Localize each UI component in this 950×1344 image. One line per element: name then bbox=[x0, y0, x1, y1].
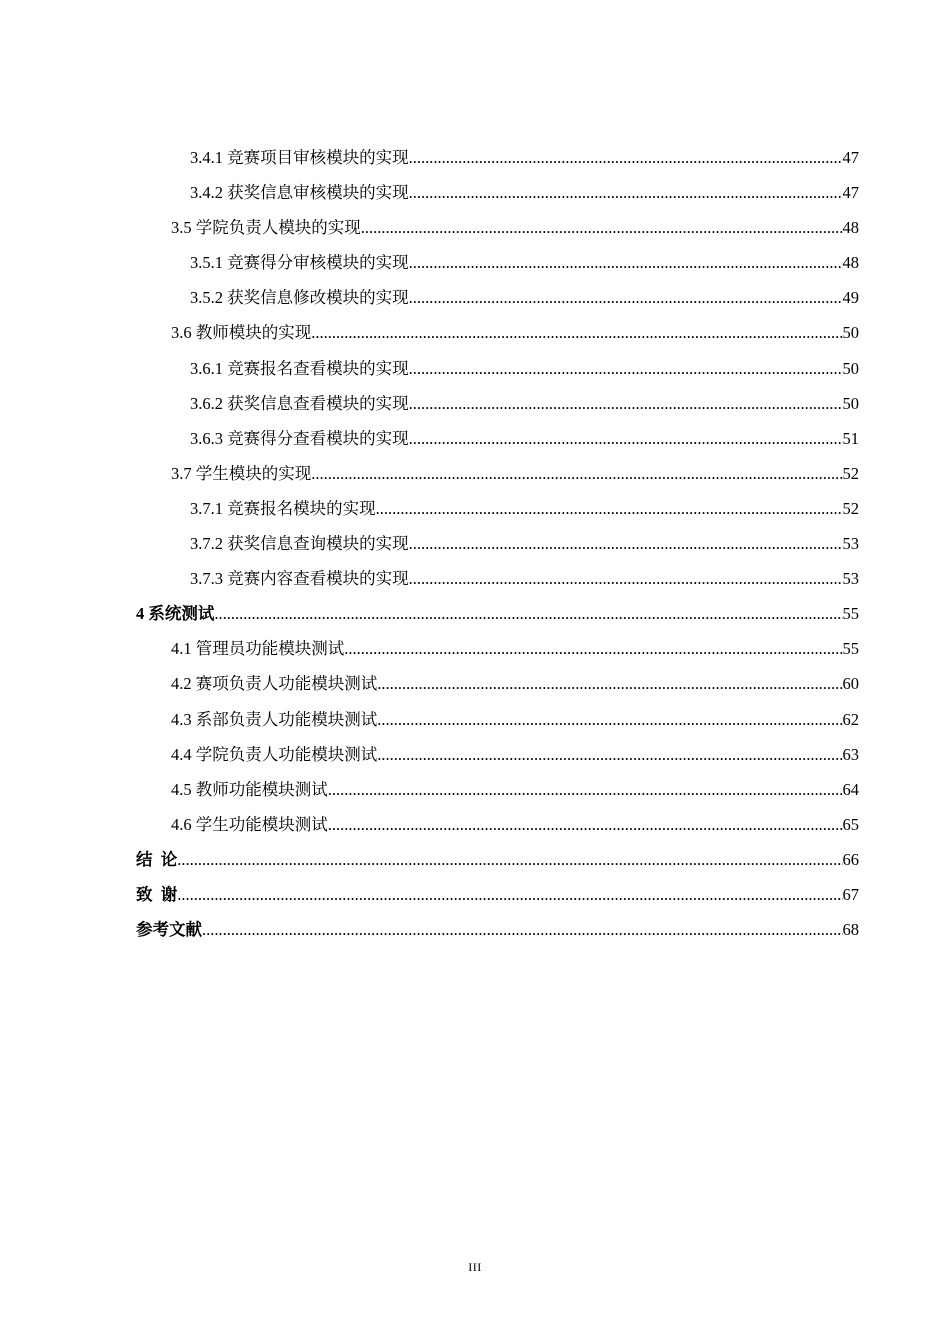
toc-entry-page: 51 bbox=[842, 428, 859, 448]
toc-entry-page: 53 bbox=[842, 569, 859, 589]
toc-entry-page: 55 bbox=[842, 604, 859, 624]
toc-entry-page: 52 bbox=[842, 498, 859, 518]
toc-entry[interactable] bbox=[0, 737, 950, 772]
toc-entry[interactable] bbox=[0, 245, 950, 280]
toc-dot-leader bbox=[377, 737, 842, 772]
toc-entry-title: 3.7 学生模块的实现 bbox=[171, 463, 312, 483]
toc-entry-title: 3.6.2 获奖信息查看模块的实现 bbox=[190, 393, 409, 413]
table-of-contents bbox=[0, 140, 950, 947]
toc-entry[interactable] bbox=[0, 351, 950, 386]
toc-entry-title: 4 系统测试 bbox=[136, 604, 215, 624]
toc-entry-page: 49 bbox=[842, 288, 859, 308]
toc-entry-title: 3.5.2 获奖信息修改模块的实现 bbox=[190, 288, 409, 308]
toc-dot-leader bbox=[328, 772, 843, 807]
toc-entry[interactable] bbox=[0, 772, 950, 807]
toc-entry-title: 致 谢 bbox=[136, 884, 178, 904]
toc-entry-page: 63 bbox=[842, 744, 859, 764]
toc-entry-page: 64 bbox=[842, 779, 859, 799]
toc-entry-page: 62 bbox=[842, 709, 859, 729]
toc-entry-title: 4.2 赛项负责人功能模块测试 bbox=[171, 674, 378, 694]
toc-entry[interactable] bbox=[0, 491, 950, 526]
toc-dot-leader bbox=[328, 807, 843, 842]
toc-entry[interactable] bbox=[0, 140, 950, 175]
toc-dot-leader bbox=[361, 210, 843, 245]
toc-chapter-entry[interactable] bbox=[0, 877, 950, 912]
toc-dot-leader bbox=[409, 561, 843, 596]
toc-entry[interactable] bbox=[0, 421, 950, 456]
toc-entry-title: 3.6 教师模块的实现 bbox=[171, 323, 312, 343]
toc-dot-leader bbox=[311, 315, 842, 350]
toc-dot-leader bbox=[409, 351, 843, 386]
toc-dot-leader bbox=[409, 245, 843, 280]
toc-entry-page: 55 bbox=[842, 639, 859, 659]
page-footer-number: III bbox=[468, 1260, 482, 1274]
toc-entry-title: 参考文献 bbox=[136, 920, 202, 940]
toc-entry[interactable] bbox=[0, 280, 950, 315]
toc-dot-leader bbox=[409, 280, 843, 315]
toc-dot-leader bbox=[177, 877, 842, 912]
toc-dot-leader bbox=[376, 491, 843, 526]
toc-dot-leader bbox=[409, 140, 843, 175]
toc-entry[interactable] bbox=[0, 807, 950, 842]
toc-entry[interactable] bbox=[0, 210, 950, 245]
toc-entry-title: 结 论 bbox=[136, 849, 178, 869]
toc-entry[interactable] bbox=[0, 456, 950, 491]
toc-entry[interactable] bbox=[0, 561, 950, 596]
toc-entry[interactable] bbox=[0, 315, 950, 350]
toc-dot-leader bbox=[311, 456, 842, 491]
toc-entry-page: 47 bbox=[842, 183, 859, 203]
toc-dot-leader bbox=[344, 631, 842, 666]
toc-dot-leader bbox=[409, 421, 843, 456]
toc-entry[interactable] bbox=[0, 386, 950, 421]
toc-entry-title: 3.7.3 竞赛内容查看模块的实现 bbox=[190, 569, 409, 589]
toc-entry-title: 3.5.1 竞赛得分审核模块的实现 bbox=[190, 253, 409, 273]
toc-entry-page: 48 bbox=[842, 253, 859, 273]
toc-entry-page: 52 bbox=[842, 463, 859, 483]
toc-chapter-entry[interactable] bbox=[0, 596, 950, 631]
toc-entry-title: 4.3 系部负责人功能模块测试 bbox=[171, 709, 378, 729]
toc-entry-page: 66 bbox=[842, 849, 859, 869]
toc-entry[interactable] bbox=[0, 526, 950, 561]
toc-entry[interactable] bbox=[0, 631, 950, 666]
toc-dot-leader bbox=[409, 175, 843, 210]
toc-entry-page: 47 bbox=[842, 148, 859, 167]
toc-entry-page: 60 bbox=[842, 674, 859, 694]
toc-dot-leader bbox=[202, 912, 843, 947]
toc-dot-leader bbox=[409, 526, 843, 561]
toc-entry-title: 3.6.3 竞赛得分查看模块的实现 bbox=[190, 428, 409, 448]
toc-entry-page: 67 bbox=[842, 884, 859, 904]
toc-entry-page: 48 bbox=[842, 218, 859, 238]
toc-entry[interactable] bbox=[0, 666, 950, 701]
toc-entry-title: 3.5 学院负责人模块的实现 bbox=[171, 218, 361, 238]
toc-dot-leader bbox=[177, 842, 842, 877]
toc-chapter-entry[interactable] bbox=[0, 842, 950, 877]
toc-dot-leader bbox=[409, 386, 843, 421]
toc-entry-title: 3.4.2 获奖信息审核模块的实现 bbox=[190, 183, 409, 203]
toc-entry-page: 50 bbox=[842, 323, 859, 343]
toc-dot-leader bbox=[377, 702, 842, 737]
toc-entry[interactable] bbox=[0, 175, 950, 210]
toc-entry[interactable] bbox=[0, 702, 950, 737]
toc-dot-leader bbox=[214, 596, 842, 631]
toc-entry-title: 3.6.1 竞赛报名查看模块的实现 bbox=[190, 358, 409, 378]
toc-entry-title: 3.7.2 获奖信息查询模块的实现 bbox=[190, 534, 409, 554]
toc-entry-title: 4.4 学院负责人功能模块测试 bbox=[171, 744, 378, 764]
toc-entry-title: 4.1 管理员功能模块测试 bbox=[171, 639, 345, 659]
toc-entry-page: 50 bbox=[842, 358, 859, 378]
toc-entry-title: 4.6 学生功能模块测试 bbox=[171, 814, 328, 834]
toc-entry-page: 53 bbox=[842, 534, 859, 554]
toc-dot-leader bbox=[377, 666, 842, 701]
toc-entry-title: 3.7.1 竞赛报名模块的实现 bbox=[190, 498, 376, 518]
toc-entry-page: 68 bbox=[842, 920, 859, 940]
toc-entry-title: 4.5 教师功能模块测试 bbox=[171, 779, 328, 799]
toc-chapter-entry[interactable] bbox=[0, 912, 950, 947]
toc-entry-page: 65 bbox=[842, 814, 859, 834]
toc-entry-page: 50 bbox=[842, 393, 859, 413]
toc-entry-title: 3.4.1 竞赛项目审核模块的实现 bbox=[190, 148, 409, 167]
